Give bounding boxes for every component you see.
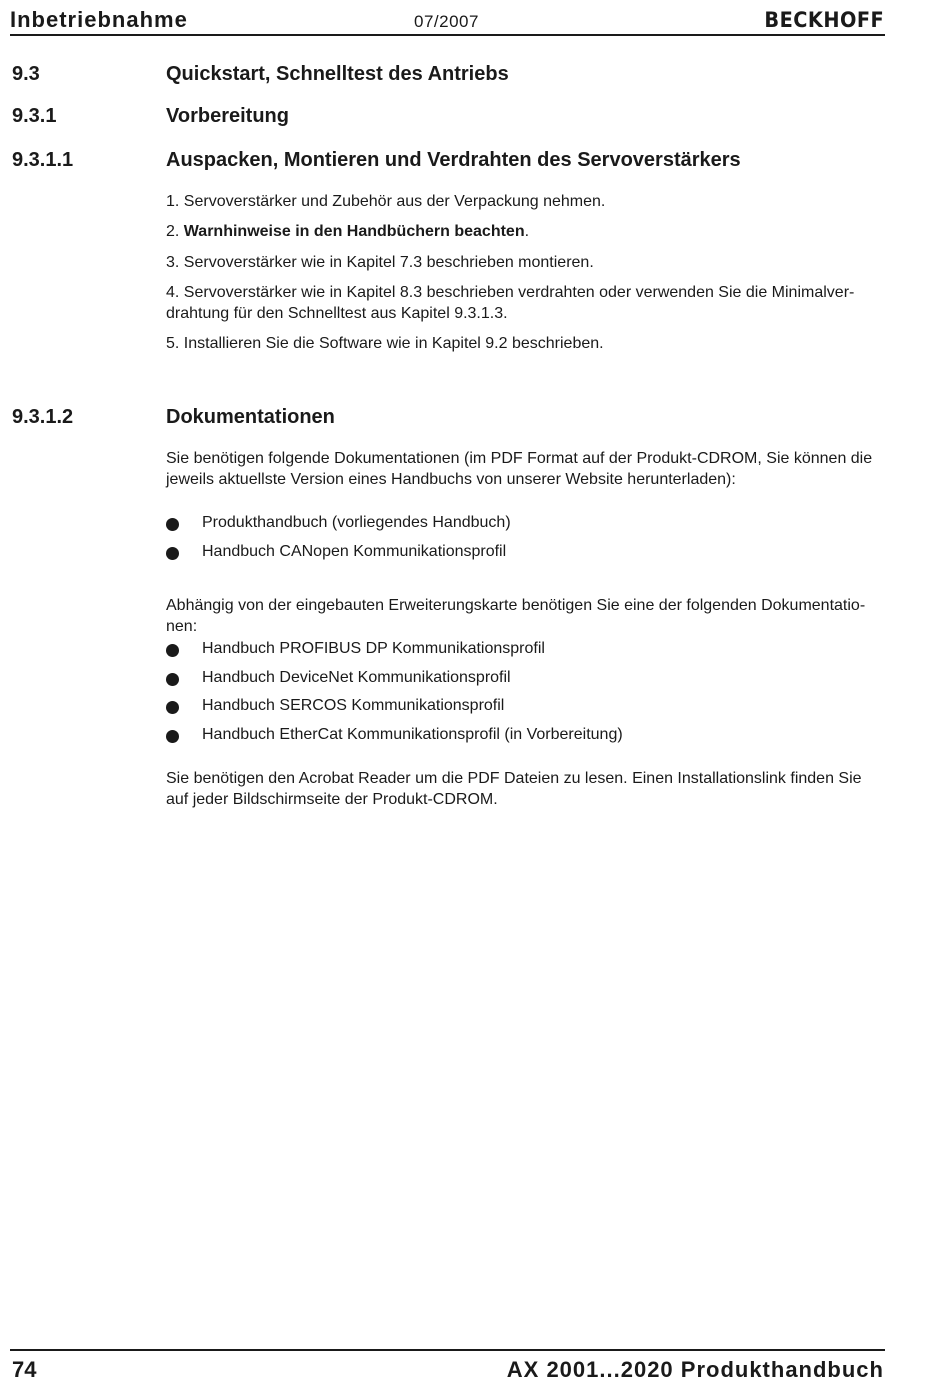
section-number-9-3: 9.3 (12, 63, 40, 85)
bullet-icon (166, 730, 179, 743)
section-number-9-3-1-1: 9.3.1.1 (12, 149, 74, 171)
step-4-line-2: drahtung für den Schnelltest aus Kapitel 9.3.1.3. (166, 305, 508, 322)
step-1: 1. Servoverstärker und Zubehör aus der Verpackung nehmen. (166, 193, 606, 210)
step-2-warning: Warnhinweise in den Handbüchern beachten (183, 223, 525, 240)
section-title-9-3-1-1: Auspacken, Montieren und Verdrahten des Servoverstärkers (166, 149, 741, 171)
docs-para2-line-2: nen: (166, 618, 198, 635)
bullet-icon (166, 701, 179, 714)
header-date: 07/2007 (414, 12, 479, 31)
docs-intro-line-2: jeweils aktuellste Version eines Handbuchs von unserer Website herunterladen): (166, 471, 736, 488)
list-item: Handbuch EtherCat Kommunikationsprofil (in Vorbereitung) (202, 726, 623, 743)
step-3: 3. Servoverstärker wie in Kapitel 7.3 beschrieben montieren. (166, 254, 594, 271)
bullet-icon (166, 673, 179, 686)
footer-manual-title: AX 2001...2020 Produkthandbuch (506, 1357, 884, 1382)
section-number-9-3-1-2: 9.3.1.2 (12, 406, 74, 428)
list-item: Handbuch SERCOS Kommunikationsprofil (202, 697, 505, 714)
step-5: 5. Installieren Sie die Software wie in Kapitel 9.2 beschrieben. (166, 335, 604, 352)
docs-para3-line-2: auf jeder Bildschirmseite der Produkt-CDROM. (166, 791, 498, 808)
docs-intro-line-1: Sie benötigen folgende Dokumentationen (im PDF Format auf der Produkt-CDROM, Sie können die (166, 450, 873, 467)
beckhoff-logo: BECKHOFF (764, 8, 884, 32)
section-title-9-3-1-2: Dokumentationen (166, 406, 335, 428)
page-number: 74 (12, 1357, 37, 1382)
list-item: Produkthandbuch (vorliegendes Handbuch) (202, 514, 511, 531)
bullet-icon (166, 644, 179, 657)
list-item: Handbuch PROFIBUS DP Kommunikationsprofil (202, 640, 545, 657)
docs-para3-line-1: Sie benötigen den Acrobat Reader um die PDF Dateien zu lesen. Einen Installationslink finden Sie (166, 770, 862, 787)
section-number-9-3-1: 9.3.1 (12, 105, 57, 127)
footer-rule (10, 1349, 885, 1351)
header-section-title: Inbetriebnahme (10, 7, 188, 32)
docs-para2-line-1: Abhängig von der eingebauten Erweiterungskarte benötigen Sie eine der folgenden Dokumentatio- (166, 597, 866, 614)
step-4-line-1: 4. Servoverstärker wie in Kapitel 8.3 beschrieben verdrahten oder verwenden Sie die Minimalver- (166, 284, 855, 301)
list-item: Handbuch CANopen Kommunikationsprofil (202, 543, 507, 560)
list-item: Handbuch DeviceNet Kommunikationsprofil (202, 669, 511, 686)
header-rule (10, 34, 885, 36)
step-2-number: 2. (166, 223, 184, 240)
step-2 (166, 221, 891, 242)
bullet-icon (166, 518, 179, 531)
bullet-icon (166, 547, 179, 560)
section-title-9-3-1: Vorbereitung (166, 105, 289, 127)
step-2-period: . (524, 223, 530, 240)
section-title-9-3: Quickstart, Schnelltest des Antriebs (166, 63, 509, 85)
